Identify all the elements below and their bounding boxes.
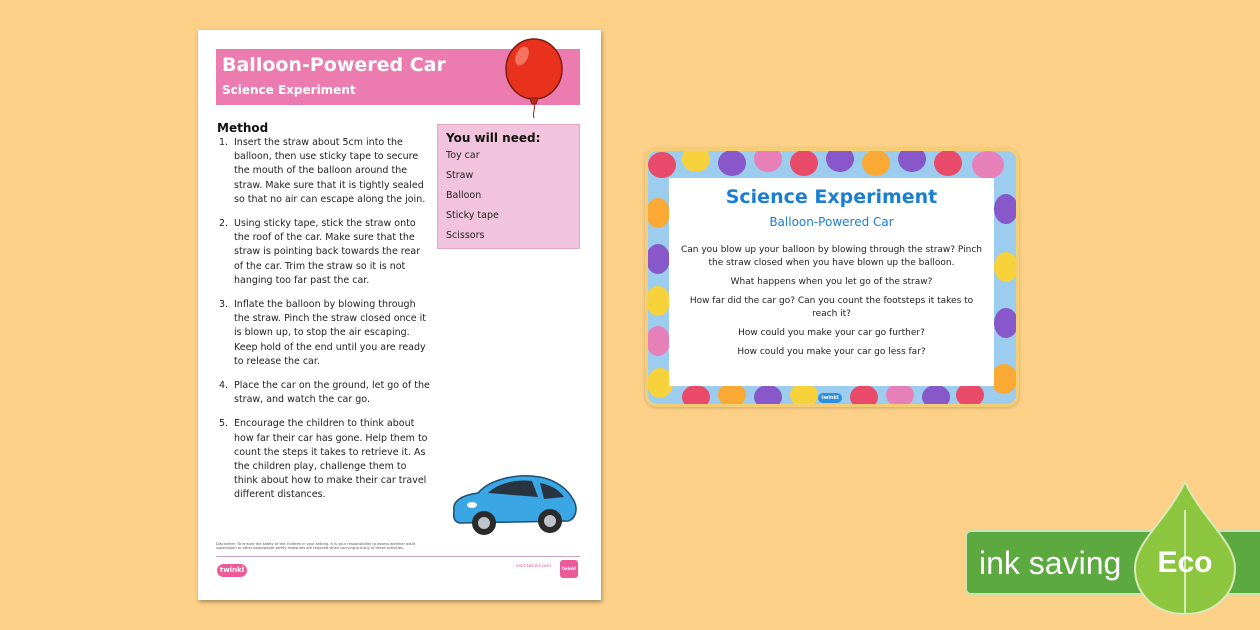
- ink-saving-label: ink saving: [979, 545, 1122, 581]
- worksheet-title: Balloon-Powered Car: [222, 54, 446, 76]
- materials-item: Sticky tape: [446, 210, 499, 221]
- balloon-icon: [502, 38, 566, 120]
- worksheet-subtitle: Science Experiment: [222, 83, 356, 97]
- disclaimer-text: Disclaimer: To ensure the safety of the children in your setting, it is your responsibility to assess whether adult supervision or other appropriate safety measures are required when carrying out any of these activities.: [216, 542, 416, 551]
- method-step: 1. Insert the straw about 5cm into the balloon, then use sticky tape to secure the mouth of the balloon around the straw. Make sure that it is tightly sealed so that no air can escape along the join.: [219, 137, 426, 205]
- card-twinkl-logo: twinkl: [818, 393, 842, 403]
- method-heading: Method: [217, 121, 269, 135]
- method-step: 3. Inflate the balloon by blowing through the straw. Pinch the straw closed once it is blown up, to stop the air escaping. Keep hold of the end until you are ready to release the car.: [219, 299, 426, 367]
- materials-item: Balloon: [446, 190, 482, 201]
- toy-car-icon: [448, 467, 580, 539]
- materials-heading: You will need:: [446, 131, 541, 145]
- quality-badge-icon: twinkl: [560, 560, 578, 578]
- method-step: 4. Place the car on the ground, let go of the straw, and watch the car go.: [219, 380, 430, 406]
- twinkl-logo: twinkl: [217, 564, 247, 577]
- card-question: How could you make your car go further?: [738, 328, 925, 338]
- card-question: How far did the car go? Can you count the footsteps it takes to reach it?: [689, 296, 974, 319]
- method-steps: [217, 136, 430, 513]
- eco-leaf-icon: [1131, 480, 1239, 616]
- materials-item: Straw: [446, 170, 474, 181]
- materials-item: Scissors: [446, 230, 485, 241]
- card-question: What happens when you let go of the straw?: [730, 277, 933, 287]
- materials-box: [437, 124, 580, 249]
- card-subtitle: Balloon-Powered Car: [769, 215, 894, 229]
- question-card: [645, 148, 1019, 407]
- eco-badge-text: Eco: [1157, 546, 1213, 579]
- method-step: 2. Using sticky tape, stick the straw onto the roof of the car. Make sure that the straw is pointing back towards the rear of the car. Trim the straw so it is not hanging too far past the car.: [219, 218, 421, 286]
- card-title: Science Experiment: [725, 186, 938, 208]
- footer-divider: [216, 556, 580, 557]
- card-question: Can you blow up your balloon by blowing through the straw? Pinch the straw closed when you have blown up the balloon.: [680, 245, 983, 268]
- method-step: 5. Encourage the children to think about how far their car has gone. Help them to count the steps it takes to retrieve it. As the children play, challenge them to think about how to make their car travel different distances.: [219, 418, 428, 501]
- footer-url: visit twinkl.com: [516, 564, 552, 569]
- card-question: How could you make your car go less far?: [737, 347, 926, 357]
- card-content: [669, 178, 994, 386]
- materials-list: [446, 150, 499, 250]
- worksheet-page: [198, 30, 601, 600]
- materials-item: Toy car: [446, 150, 480, 161]
